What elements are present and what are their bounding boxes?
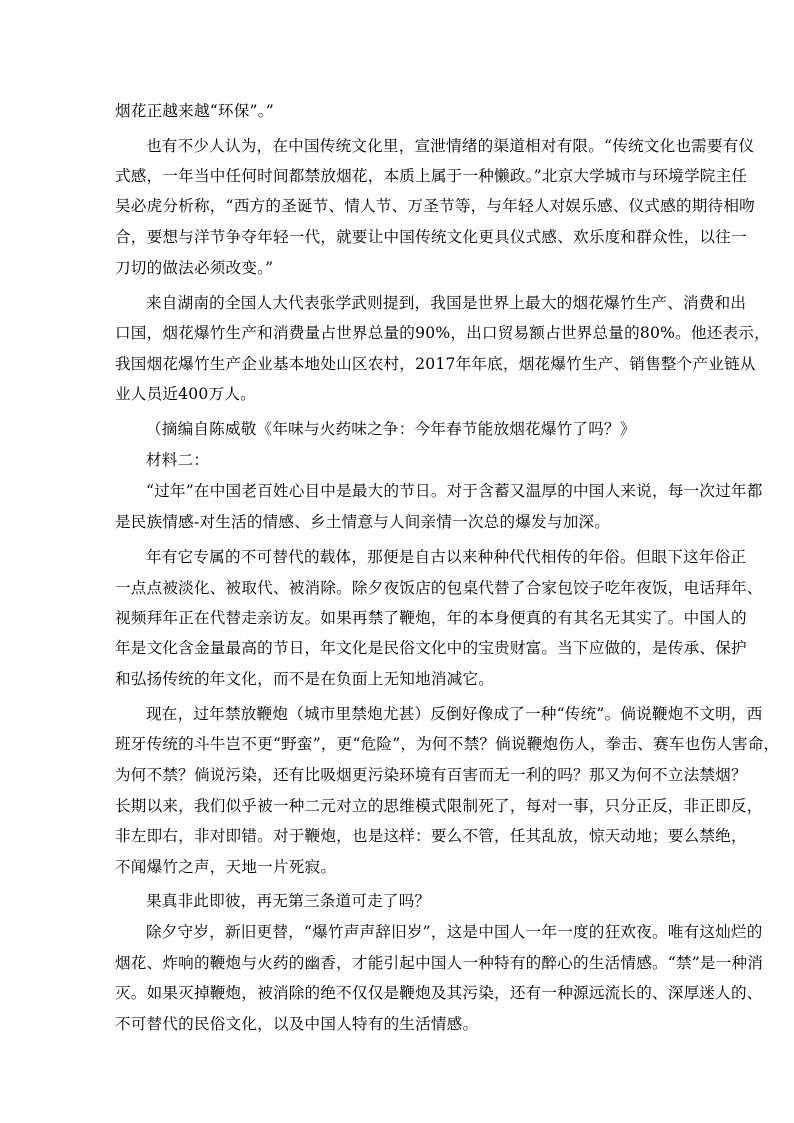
text-line: 年有它专属的不可替代的载体，那便是自古以来种种代代相传的年俗。但眼下这年俗正 <box>146 548 747 566</box>
text-line: 和弘扬传统的年文化，而不是在负面上无知地消减它。 <box>115 670 495 688</box>
text-line: 也有不少人认为，在中国传统文化里，宣泄情绪的渠道相对有限。“传统文化也需要有仪 <box>146 137 755 155</box>
section-label: 材料二： <box>146 451 210 469</box>
text-line: 烟花、炸响的鞭炮与火药的幽香，才能引起中国人一种特有的醉心的生活情感。“禁”是一种消 <box>115 954 764 972</box>
source-citation: （摘编自陈威敬《年味与火药味之争：今年春节能放烟花爆竹了吗？》 <box>146 420 636 438</box>
text-line: 为何不禁？倘说污染，还有比吸烟更污染环境有百害而无一利的吗？那又为何不立法禁烟？ <box>115 766 747 784</box>
text-line: 灭。如果灭掉鞭炮，被消除的绝不仅仅是鞭炮及其污染，还有一种源远流长的、深厚迷人的、 <box>115 984 763 1002</box>
text-line: 我国烟花爆竹生产企业基本地处山区农村，2017年年底，烟花爆竹生产、销售整个产业链从 <box>115 355 756 373</box>
text-line: 非左即右，非对即错。对于鞭炮，也是这样：要么不管，任其乱放，惊天动地；要么禁绝， <box>115 827 747 845</box>
text-line: 式感，一年当中任何时间都禁放烟花，本质上属于一种懒政。”北京大学城市与环境学院主任 <box>115 167 748 185</box>
text-line: 是民族情感-对生活的情感、乡土情意与人间亲情一次总的爆发与加深。 <box>115 513 611 531</box>
text-line: 刀切的做法必须改变。” <box>115 259 274 277</box>
text-line: 一点点被淡化、被取代、被消除。除夕夜饭店的包桌代替了合家包饺子吃年夜饭，电话拜年、 <box>115 579 763 597</box>
text-line: 口国，烟花爆竹生产和消费量占世界总量的90%，出口贸易额占世界总量的80%。他还表示， <box>115 324 770 342</box>
text-line: 来自湖南的全国人大代表张学武则提到，我国是世界上最大的烟花爆竹生产、消费和出 <box>146 294 747 312</box>
text-line: 不可替代的民俗文化，以及中国人特有的生活情感。 <box>115 1015 479 1033</box>
text-line: 果真非此即彼，再无第三条道可走了吗？ <box>146 892 431 910</box>
text-line: 烟花正越来越“环保”。” <box>115 102 274 120</box>
text-line: 长期以来，我们似乎被一种二元对立的思维模式限制死了，每对一事，只分正反，非正即反， <box>115 797 763 815</box>
text-line: 合，要想与洋节争夺年轻一代，就要让中国传统文化更具仪式感、欢乐度和群众性，以往一 <box>115 228 747 246</box>
text-line: 班牙传统的斗牛岂不更“野蛮”，更“危险”，为何不禁？倘说鞭炮伤人，拳击、赛车也伤人害命， <box>115 735 780 753</box>
text-line: 不闻爆竹之声，天地一片死寂。 <box>115 858 337 876</box>
text-line: 除夕守岁，新旧更替，“爆竹声声辞旧岁”，这是中国人一年一度的狂欢夜。唯有这灿烂的 <box>146 923 763 941</box>
text-line: 现在，过年禁放鞭炮（城市里禁炮尤甚）反倒好像成了一种“传统”。倘说鞭炮不文明，西 <box>146 705 763 723</box>
text-line: “过年”在中国老百姓心目中是最大的节日。对于含蓄又温厚的中国人来说，每一次过年都 <box>146 482 763 500</box>
text-line: 吴必虎分析称，“西方的圣诞节、情人节、万圣节等，与年轻人对娱乐感、仪式感的期待相吻 <box>115 197 755 215</box>
text-line: 年是文化含金量最高的节日，年文化是民俗文化中的宝贵财富。当下应做的，是传承、保护 <box>115 639 747 657</box>
text-line: 视频拜年正在代替走亲访友。如果再禁了鞭炮，年的本身便真的有其名无其实了。中国人的 <box>115 609 747 627</box>
text-line: 业人员近400万人。 <box>115 385 256 403</box>
